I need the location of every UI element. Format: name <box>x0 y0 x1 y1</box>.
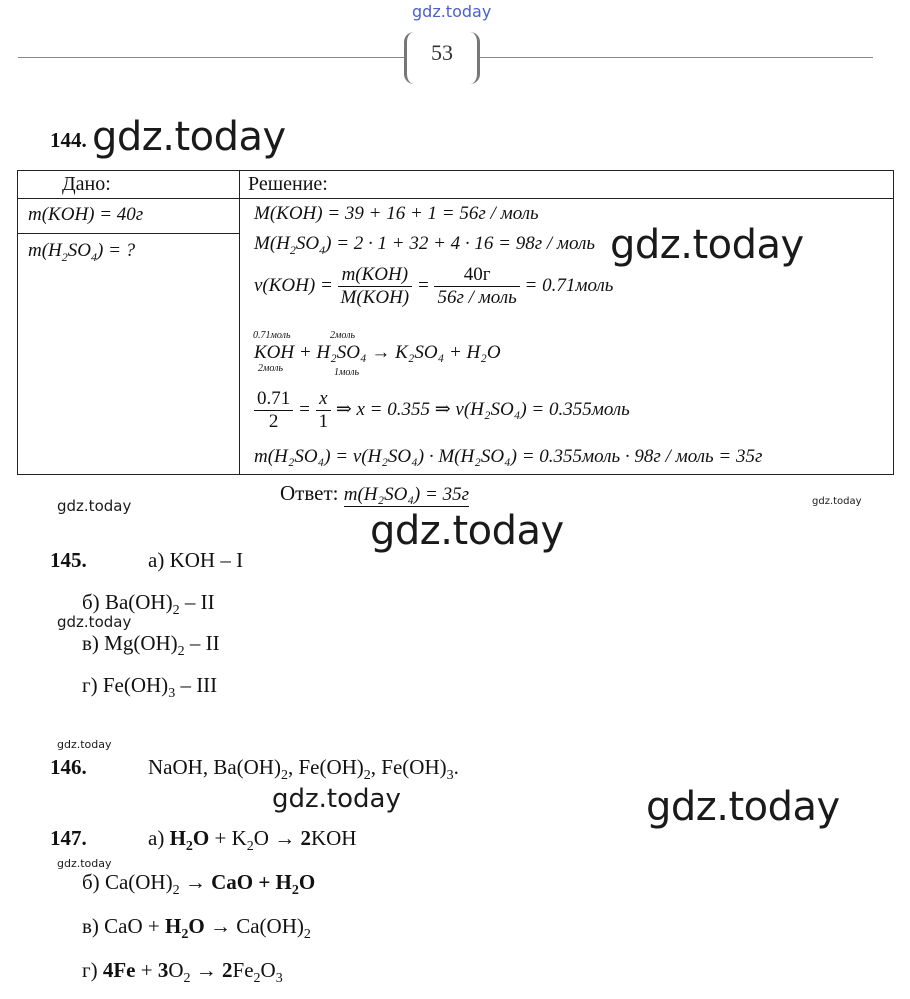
watermark: gdz.today <box>92 114 286 160</box>
page-number-box <box>404 32 480 84</box>
answer-147-v: в) CaO + $H_2O \to Ca(OH)_2$ <box>82 914 311 943</box>
watermark-top: gdz.today <box>412 2 492 21</box>
solution-header: Решение: <box>248 173 328 195</box>
watermark: gdz.today <box>57 738 112 751</box>
problem-146-number: 146. <box>50 755 87 779</box>
header-rule-left <box>18 57 404 58</box>
given-header: Дано: <box>62 173 111 195</box>
table-header-rule <box>17 198 894 199</box>
header-rule-right <box>480 57 873 58</box>
watermark: gdz.today <box>610 222 804 268</box>
answer-147-a: а) $H_2O + K_2O \to 2KOH$ <box>148 826 357 855</box>
answer-value: m(H₂SO₄) = 35г <box>343 484 469 505</box>
answer <box>280 481 469 506</box>
watermark: gdz.today <box>57 857 112 870</box>
problem-145-number: 145. <box>50 548 87 572</box>
watermark: gdz.today <box>57 613 132 631</box>
given-rule <box>17 233 239 234</box>
fraction-x-1: $\frac{x}{1}$ <box>316 388 332 433</box>
moles-koh-formula: ν(KOH) = $\frac{\text{m(KOH)}}{\text{M(KOH)}}$ = $\frac{40г}{\text{56г / моль}}$ = 0.71моль <box>254 264 614 308</box>
molar-mass-koh: M(KOH) = 39 + 16 + 1 = 56г / моль <box>254 203 539 224</box>
answer-147-g: г) $4Fe + 3O_2 \to 2Fe_2O_3$ <box>82 958 283 987</box>
answer-147-b: б) $Ca(OH)_2$ → CaO + $H_2O$ <box>82 870 316 899</box>
answer-145-g: г) $Fe(OH)_3$ – III <box>82 673 218 702</box>
molar-mass-h2so4: $M(H_2SO_4) = 2 \cdot 1 + 32 + 4 \cdot 16 = 98г$ / моль <box>254 233 596 257</box>
watermark: gdz.today <box>646 784 840 830</box>
problem-147-number: 147. <box>50 826 87 850</box>
page-number: 53 <box>431 40 453 65</box>
answer-label: Ответ: <box>280 481 339 505</box>
answer-145-v: в) $Mg(OH)_2$ – II <box>82 631 220 660</box>
watermark: gdz.today <box>57 497 132 515</box>
watermark: gdz.today <box>370 508 564 554</box>
reaction-equation: KOH + H₂SO₄ → K₂SO₄ + H₂O <box>254 342 501 363</box>
problem-144-number: 144. <box>50 128 87 152</box>
final-mass-calc: m(H₂SO₄) = ν(H₂SO₄) · M(H₂SO₄) = 0.355моль · 98г / моль = 35г <box>254 446 763 467</box>
annotation-koh-coef: 2моль <box>258 363 284 374</box>
table-divider <box>239 170 240 475</box>
answer-145-a: а) KOH – I <box>148 548 244 572</box>
answer-146: NaOH, $Ba(OH)_2$, $Fe(OH)_2$, $Fe(OH)_3$. <box>148 755 459 784</box>
annotation-koh-moles: 0.71моль <box>253 330 291 341</box>
given-mass-koh: m(KOH) = 40г <box>28 204 144 225</box>
annotation-h2so4-moles: 2моль <box>330 330 356 341</box>
proportion: $\frac{0.71}{2}$ = $\frac{x}{1}$ ⇒ x = 0.355 ⇒ ν(H₂SO₄) = 0.355моль <box>254 388 630 433</box>
answer-145-b: б) $Ba(OH)_2$ – II <box>82 590 215 619</box>
annotation-h2so4-coef: 1моль <box>334 367 360 378</box>
watermark: gdz.today <box>812 496 862 507</box>
fraction-mass-molar: $\frac{\text{m(KOH)}}{\text{M(KOH)}}$ <box>338 264 413 309</box>
watermark: gdz.today <box>272 784 401 814</box>
given-mass-h2so4: $m(H_2SO_4)$ = ? <box>28 240 136 264</box>
fraction-values: $\frac{40г}{\text{56г / моль}}$ <box>434 264 519 309</box>
fraction-071-2: $\frac{0.71}{2}$ <box>254 388 293 433</box>
